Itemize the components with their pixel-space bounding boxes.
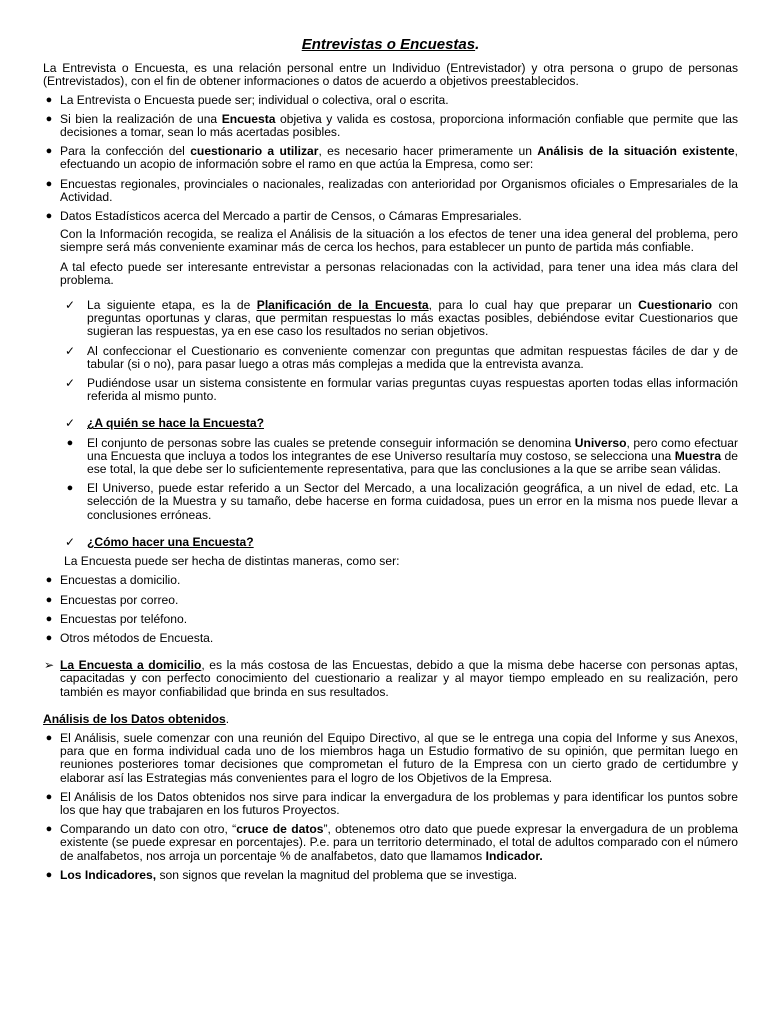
check-text: Al confeccionar el Cuestionario es conveniente comenzar con preguntas que admitan respuestas fáciles de dar y de tabular (si o no), para pasar luego a otras más complejas a medida que la entrevista avanza. bbox=[87, 343, 738, 371]
bold-term: Universo bbox=[574, 435, 627, 450]
page-title bbox=[43, 38, 738, 51]
bullet-item bbox=[43, 732, 738, 785]
heading-period: . bbox=[225, 711, 230, 726]
bullet-item bbox=[43, 113, 738, 139]
bold-term: Muestra bbox=[674, 448, 722, 463]
bullet-text: ”, obtenemos otro dato que puede expresar la envergadura de un problema existente (se puede expresar en porcentajes). P.e. para un territorio determinado, el total de adultos comparado con el número de analfabetos, nos arroja un porcentaje % de analfabetos, dato que llamamos bbox=[60, 822, 738, 863]
check-item bbox=[43, 377, 738, 403]
bullet-icon: ● bbox=[45, 790, 53, 803]
bold-term: Planificación de la Encuesta bbox=[256, 298, 429, 313]
heading-text: ¿A quién se hace la Encuesta? bbox=[87, 416, 264, 431]
body-paragraph: Con la Información recogida, se realiza el Análisis de la situación a los efectos de tener una idea general del problema, pero siempre será más conveniente examinar más de cerca los hechos, para establecer un punto de partida más confiable. bbox=[60, 227, 738, 255]
bullet-text: son signos que revelan la magnitud del problema que se investiga. bbox=[156, 867, 518, 882]
bullet-item bbox=[43, 869, 738, 882]
domicilio-text: , es la más costosa de las Encuestas, debido a que la misma debe hacerse con personas aptas, capacitadas y con perfecto conocimiento del cuestionario a realizar y al mayor tiempo empleado en su realización, pero también es mayor confiabilidad que brinda en sus resultados. bbox=[60, 658, 738, 699]
heading-text: ¿Cómo hacer una Encuesta? bbox=[87, 534, 254, 549]
domicilio-item bbox=[43, 659, 738, 699]
checkmark-icon: ✓ bbox=[64, 376, 76, 391]
checkmark-icon: ✓ bbox=[64, 343, 76, 358]
bullet-item bbox=[43, 482, 738, 522]
bullet-icon: ● bbox=[45, 210, 53, 223]
bullet-item bbox=[43, 437, 738, 477]
bullet-text: , es necesario hacer primeramente un bbox=[318, 144, 538, 159]
bullet-item bbox=[43, 823, 738, 863]
check-text: Pudiéndose usar un sistema consistente en formular varias preguntas cuyas respuestas aporten todas ellas información referida al mismo punto. bbox=[87, 376, 738, 404]
check-text: , para lo cual hay que preparar un bbox=[428, 298, 639, 313]
bullet-icon: ● bbox=[45, 593, 53, 606]
method-item bbox=[43, 594, 738, 607]
bullet-icon: ● bbox=[66, 482, 74, 495]
bullet-text: , pero como efectuar una Encuesta que incluya a todos los integrantes de ese Universo resultaría muy costoso, se selecciona una bbox=[87, 435, 738, 463]
bullet-icon: ● bbox=[45, 112, 53, 125]
bullet-item bbox=[43, 791, 738, 817]
bold-term: Cuestionario bbox=[638, 298, 713, 313]
intro-paragraph: La Entrevista o Encuesta, es una relación personal entre un Individuo (Entrevistador) y otra persona o grupo de personas (Entrevistados), con el fin de obtener informaciones o datos de acuerdo a objetivos preestablecidos. bbox=[43, 61, 738, 89]
checkmark-icon: ✓ bbox=[64, 534, 76, 549]
arrow-bullet-icon: ➢ bbox=[43, 658, 55, 673]
checkmark-icon: ✓ bbox=[64, 416, 76, 431]
bullet-text: Comparando un dato con otro, “ bbox=[60, 822, 237, 837]
bullet-item bbox=[43, 210, 738, 223]
bullet-icon: ● bbox=[45, 631, 53, 644]
bullet-icon: ● bbox=[45, 823, 53, 836]
bullet-item bbox=[43, 145, 738, 171]
method-item bbox=[43, 613, 738, 626]
checkmark-icon: ✓ bbox=[64, 298, 76, 313]
bold-term: La Encuesta a domicilio bbox=[60, 658, 202, 673]
bold-term: Los Indicadores, bbox=[60, 867, 157, 882]
bullet-text: objetiva y valida es costosa, proporciona información confiable que permite que las decisiones a tomar, sean lo más acertadas posibles. bbox=[60, 111, 738, 140]
check-item bbox=[43, 345, 738, 371]
bullet-icon: ● bbox=[45, 868, 53, 881]
heading-text: Análisis de los Datos obtenidos bbox=[43, 711, 226, 726]
section-heading-analisis bbox=[43, 713, 738, 726]
bullet-text: El conjunto de personas sobre las cuales se pretende conseguir información se denomina bbox=[87, 435, 575, 450]
bullet-text: de ese total, la que debe ser lo suficientemente representativa, para que las conclusiones a la que se arribe sean válidas. bbox=[87, 448, 739, 477]
bullet-item bbox=[43, 94, 738, 107]
bullet-icon: ● bbox=[45, 177, 53, 190]
bullet-text: El Universo, puede estar referido a un Sector del Mercado, a una localización geográfica, a un nivel de edad, etc. La selección de la Muestra y su tamaño, debe hacerse en forma cuidadosa, pues un error en la misma nos puede llevar a conclusiones erróneas. bbox=[87, 481, 738, 522]
body-paragraph: A tal efecto puede ser interesante entrevistar a personas relacionadas con la actividad, para tener una idea más clara del problema. bbox=[60, 259, 738, 287]
como-intro: La Encuesta puede ser hecha de distintas maneras, como ser: bbox=[64, 554, 400, 569]
bold-term: cuestionario a utilizar bbox=[190, 144, 319, 159]
bullet-item bbox=[43, 178, 738, 204]
check-text: con preguntas oportunas y claras, que permitan respuestas lo más exactas posibles, debiéndose evitar Cuestionarios que sugieran las respuestas, ya en ese caso los resultados no serian objetivos. bbox=[87, 298, 738, 339]
bullet-icon: ● bbox=[45, 731, 53, 744]
bullet-text: Si bien la realización de una bbox=[60, 111, 222, 126]
bold-term: Encuesta bbox=[221, 111, 276, 126]
bullet-text: El Análisis, suele comenzar con una reunión del Equipo Directivo, al que se le entrega una copia del Informe y sus Anexos, para que en forma individual cada uno de los miembros haga un Estudio formativo de su opinión, que permitan luego en reuniones posteriores tomar decisiones que comprometan el futuro de la Empresa con un cierto grado de certidumbre y elaborar así las Estrategias más convenientes para el logro de los Objetivos de la Empresa. bbox=[60, 730, 738, 785]
method-text: Otros métodos de Encuesta. bbox=[60, 630, 214, 645]
section-heading-quien bbox=[43, 417, 738, 430]
method-text: Encuestas a domicilio. bbox=[60, 573, 181, 588]
check-item bbox=[43, 299, 738, 339]
method-item bbox=[43, 574, 738, 587]
bullet-icon: ● bbox=[66, 436, 74, 449]
bullet-icon: ● bbox=[45, 145, 53, 158]
title-text: Entrevistas o Encuestas bbox=[301, 36, 476, 53]
method-item bbox=[43, 632, 738, 645]
bullet-icon: ● bbox=[45, 612, 53, 625]
method-text: Encuestas por correo. bbox=[60, 592, 179, 607]
bullet-text: Encuestas regionales, provinciales o nacionales, realizadas con anterioridad por Organismos oficiales o Empresariales de la Actividad. bbox=[60, 176, 738, 204]
bold-term: cruce de datos bbox=[236, 822, 324, 837]
method-text: Encuestas por teléfono. bbox=[60, 611, 188, 626]
bullet-text: Datos Estadísticos acerca del Mercado a partir de Censos, o Cámaras Empresariales. bbox=[60, 209, 522, 224]
bullet-text: El Análisis de los Datos obtenidos nos sirve para indicar la envergadura de los problemas y para identificar los puntos sobre los que hay que trabajaren en los futuros Proyectos. bbox=[60, 789, 738, 817]
section-heading-como bbox=[43, 536, 738, 549]
title-period: . bbox=[475, 36, 480, 53]
bold-term: Indicador. bbox=[485, 848, 543, 863]
bullet-text: , efectuando un acopio de información sobre el ramo en que actúa la Empresa, como ser: bbox=[60, 144, 738, 172]
bullet-text: Para la confección del bbox=[60, 144, 191, 159]
bullet-text: La Entrevista o Encuesta puede ser; individual o colectiva, oral o escrita. bbox=[60, 92, 449, 107]
check-text: La siguiente etapa, es la de bbox=[87, 298, 257, 313]
bullet-icon: ● bbox=[45, 574, 53, 587]
bullet-icon: ● bbox=[45, 93, 53, 106]
bold-term: Análisis de la situación existente bbox=[537, 144, 735, 159]
